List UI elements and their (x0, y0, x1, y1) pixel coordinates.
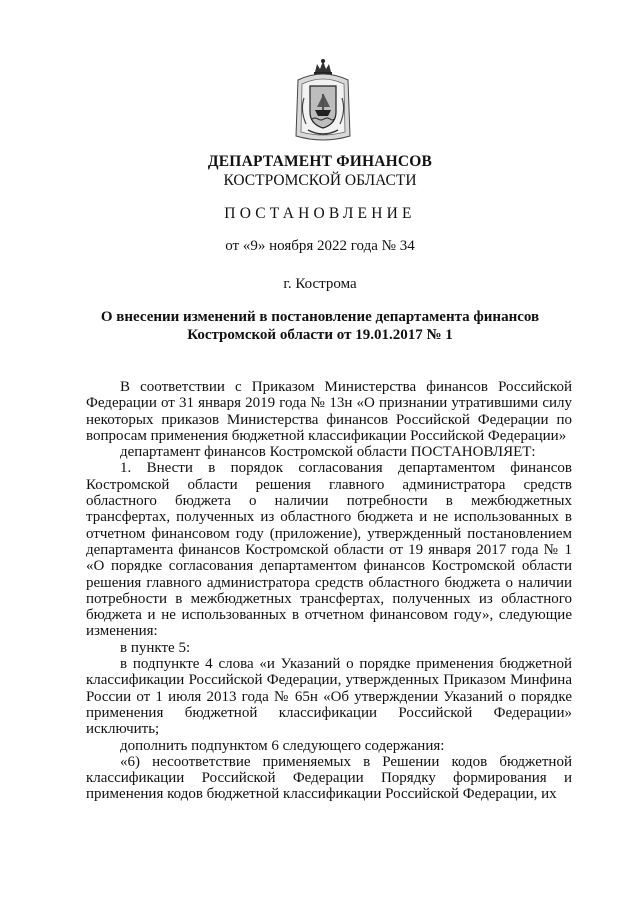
body-paragraph: дополнить подпунктом 6 следующего содержания: (120, 737, 445, 754)
body-paragraph: департамент финансов Костромской области ПОСТАНОВЛЯЕТ: (120, 444, 536, 461)
body-paragraph: В соответствии с Приказом Министерства финансов Российской Федерации от 31 января 2019 года № 13н «О признании утратившими силу некоторых приказов Министерства финансов Российской Федерации по вопросам применения бюджетной классификации Российской Федерации» (86, 379, 572, 444)
body-paragraph: «6) несоответствие применяемых в Решении кодов бюджетной классификации Российской Федерации Порядку формирования и применения кодов бюджетной классификации Российской Федерации, их (86, 753, 572, 803)
coat-of-arms-icon (288, 58, 358, 144)
department-name: ДЕПАРТАМЕНТ ФИНАНСОВ (207, 153, 433, 170)
title-line: Костромской области от 19.01.2017 № 1 (187, 327, 453, 343)
document-city: г. Кострома (283, 276, 357, 292)
document-body (86, 379, 572, 803)
document-date-number: от «9» ноября 2022 года № 34 (225, 238, 415, 254)
document-title (0, 308, 640, 344)
title-line: О внесении изменений в постановление департамента финансов (100, 309, 540, 325)
body-paragraph: в пункте 5: (120, 639, 191, 656)
region-name: КОСТРОМСКОЙ ОБЛАСТИ (223, 172, 417, 189)
body-paragraph: в подпункте 4 слова «и Указаний о порядке применения бюджетной классификации Российской Федерации, утвержденных Приказом Минфина России от 1 июля 2013 года № 65н «Об утверждении Указаний о порядке применения бюджетной классификации Российской Федерации» исключить; (86, 656, 572, 738)
document-type: ПОСТАНОВЛЕНИЕ (224, 205, 416, 222)
body-paragraph: 1. Внести в порядок согласования департаментом финансов Костромской области решения главного администратора средств областного бюджета о наличии потребности в межбюджетных трансфертах, полученных из областного бюджета и не использованных в отчетном финансовом году (приложение), утвержденный постановлением департамента финансов Костромской области от 19 января 2017 года № 1 «О порядке согласования департаментом финансов Костромской области решения главного администратора средств областного бюджета о наличии потребности в межбюджетных трансфертах, полученных из областного бюджета и не использованных в отчетном финансовом году», следующие изменения: (86, 460, 572, 640)
